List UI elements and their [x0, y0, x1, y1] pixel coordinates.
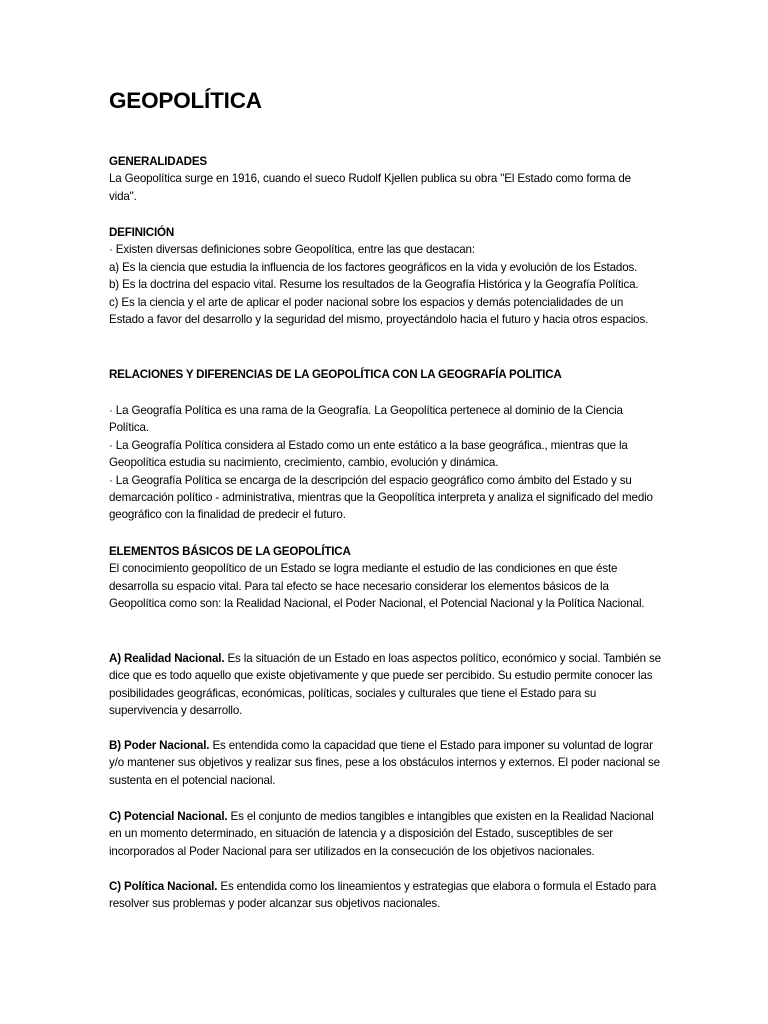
term-label: C) Potencial Nacional.: [109, 810, 228, 823]
section-politica-nacional: [109, 878, 661, 913]
paragraph: La Geopolítica surge en 1916, cuando el sueco Rudolf Kjellen publica su obra "El Estado como forma de vida".: [109, 172, 631, 203]
definition-line: a) Es la ciencia que estudia la influencia de los factores geográficos en la vida y evolución de los Estados.: [109, 260, 638, 274]
section-poder-nacional: [109, 737, 661, 789]
section-potencial-nacional: [109, 808, 661, 860]
section-elementos: [109, 543, 661, 613]
term-definition: Es la situación de un Estado en loas aspectos político, económico y social. También se dice que es todo aquello que existe objetivamente y que puede ser percibido. Su estudio permite conocer las posibilidades geográficas, económicas, políticas, sociales y culturales que tiene el Estado para su supervivencia y desarrollo.: [109, 652, 661, 718]
term-label: A) Realidad Nacional.: [109, 652, 225, 665]
section-definicion: [109, 224, 661, 328]
section-relaciones: [109, 366, 661, 383]
term-definition: Es entendida como los lineamientos y estrategias que elabora o formula el Estado para resolver sus problemas y poder alcanzar sus objetivos nacionales.: [109, 880, 657, 911]
list-item: · La Geografía Política es una rama de la Geografía. La Geopolítica pertenece al dominio de la Ciencia Política.: [109, 404, 623, 435]
document-title: GEOPOLÍTICA: [109, 88, 262, 113]
term-definition: Es el conjunto de medios tangibles e intangibles que existen en la Realidad Nacional en un momento determinado, en situación de latencia y a disposición del Estado, susceptibles de ser incorporados al Poder Nacional para ser utilizados en la consecución de los objetivos nacionales.: [109, 810, 654, 858]
section-heading: RELACIONES Y DIFERENCIAS DE LA GEOPOLÍTICA CON LA GEOGRAFÍA POLITICA: [109, 368, 562, 381]
relaciones-list: [109, 402, 661, 524]
section-generalidades: [109, 153, 661, 205]
paragraph: El conocimiento geopolítico de un Estado se logra mediante el estudio de las condiciones en que éste desarrolla su espacio vital. Para tal efecto se hace necesario considerar los elementos básicos de la Geopolítica como son: la Realidad Nacional, el Poder Nacional, el Potencial Nacional y la Política Nacional.: [109, 562, 645, 611]
definition-line: c) Es la ciencia y el arte de aplicar el poder nacional sobre los espacios y demás potencialidades de un Estado a favor del desarrollo y la seguridad del mismo, proyectándolo hacia el futuro y hacia otros espacios.: [109, 295, 649, 327]
section-heading: DEFINICIÓN: [109, 226, 174, 239]
term-label: B) Poder Nacional.: [109, 739, 210, 752]
term-definition: Es entendida como la capacidad que tiene el Estado para imponer su voluntad de lograr y/o mantener sus objetivos y realizar sus fines, pese a los obstáculos internos y externos. El poder nacional se sustenta en el potencial nacional.: [109, 739, 660, 787]
definition-line: · Existen diversas definiciones sobre Geopolítica, entre las que destacan:: [109, 243, 475, 257]
definition-line: b) Es la doctrina del espacio vital. Resume los resultados de la Geografía Histórica y la Geografía Política.: [109, 278, 639, 292]
section-heading: ELEMENTOS BÁSICOS DE LA GEOPOLÍTICA: [109, 545, 351, 558]
list-item: · La Geografía Política considera al Estado como un ente estático a la base geográfica., mientras que la Geopolítica estudia su nacimiento, crecimiento, cambio, evolución y dinámica.: [109, 438, 628, 470]
section-realidad-nacional: [109, 650, 661, 720]
list-item: · La Geografía Política se encarga de la descripción del espacio geográfico como ámbito del Estado y su demarcación político - administrativa, mientras que la Geopolítica interpreta y analiza el significado del medio geográfico con la finalidad de predecir el futuro.: [109, 473, 653, 522]
section-heading: GENERALIDADES: [109, 155, 207, 168]
term-label: C) Política Nacional.: [109, 880, 218, 893]
